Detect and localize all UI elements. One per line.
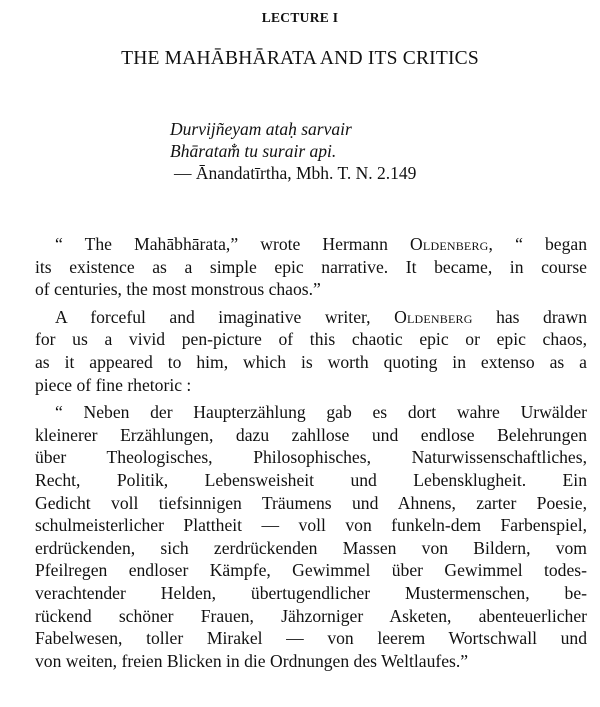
- author-name: Oldenberg: [410, 234, 489, 254]
- quote-line: von weiten, freien Blicken in die Ordnungen des Weltlaufes.”: [35, 650, 469, 671]
- quote-line: Pfeilregen endloser Kämpfe, Gewimmel über Gewimmel todes-: [35, 560, 587, 581]
- quote-line: Recht, Politik, Lebensweisheit und Lebensklugheit. Ein: [35, 469, 587, 490]
- paragraph-1-line-1-pre: “ The Mahābhārata,” wrote Hermann: [55, 234, 411, 254]
- epigraph-line-2: Bhāratam̐ tu surair api.: [170, 141, 337, 161]
- epigraph-attribution: — Ānandatīrtha, Mbh. T. N. 2.149: [174, 163, 417, 183]
- paragraph-1-line-2: its existence as a simple epic narrative. It became, in course: [35, 256, 587, 277]
- paragraph-1-line-1-post: , “ began: [488, 234, 588, 254]
- paragraph-2-line-4: piece of fine rhetoric :: [35, 374, 192, 395]
- chapter-title: THE MAHĀBHĀRATA AND ITS CRITICS: [121, 48, 479, 69]
- author-name: Oldenberg: [394, 306, 473, 327]
- quote-line: Fabelwesen, toller Mirakel — von leerem Wortschwall und: [35, 628, 587, 649]
- quotation: [35, 401, 587, 672]
- paragraph-1-line-3: of centuries, the most monstrous chaos.”: [35, 279, 321, 300]
- epigraph: [170, 118, 417, 184]
- quote-line: über Theologisches, Philosophisches, Naturwissenschaftliches,: [35, 447, 587, 468]
- paragraph-2-line-2: for us a vivid pen-picture of this chaotic epic or epic chaos,: [35, 329, 587, 350]
- lecture-label: LECTURE I: [261, 10, 339, 25]
- paragraph-2-line-3: as it appeared to him, which is worth quoting in extenso as a: [35, 351, 587, 372]
- paragraph-1-line-1: [35, 233, 587, 256]
- paragraph-2-line-1: [35, 306, 587, 329]
- quote-line: “ Neben der Haupterzählung gab es dort wahre Urwälder: [55, 402, 587, 423]
- quote-line: verachtender Helden, übertugendlicher Mustermenschen, be-: [35, 582, 587, 603]
- paragraph-2: [35, 306, 587, 396]
- body-text: [35, 233, 587, 672]
- quote-line: Gedicht voll tiefsinnigen Träumens und Ahnens, zarter Poesie,: [35, 492, 587, 513]
- quote-line: schulmeisterlicher Plattheit — voll von funkeln-dem Farbenspiel,: [35, 515, 587, 536]
- paragraph-2-line-1-pre: A forceful and imaginative writer,: [55, 306, 395, 327]
- quote-line: rückend schöner Frauen, Jähzorniger Asketen, abenteuerlicher: [35, 605, 587, 626]
- quote-line: erdrückenden, sich zerdrückenden Massen von Bildern, vom: [35, 537, 587, 558]
- epigraph-line-1: Durvijñeyam ataḥ sarvair: [170, 119, 352, 139]
- paragraph-2-line-1-post: has drawn: [472, 306, 587, 327]
- quote-line: kleinerer Erzählungen, dazu zahllose und endlose Belehrungen: [35, 424, 587, 445]
- paragraph-1: [35, 233, 587, 301]
